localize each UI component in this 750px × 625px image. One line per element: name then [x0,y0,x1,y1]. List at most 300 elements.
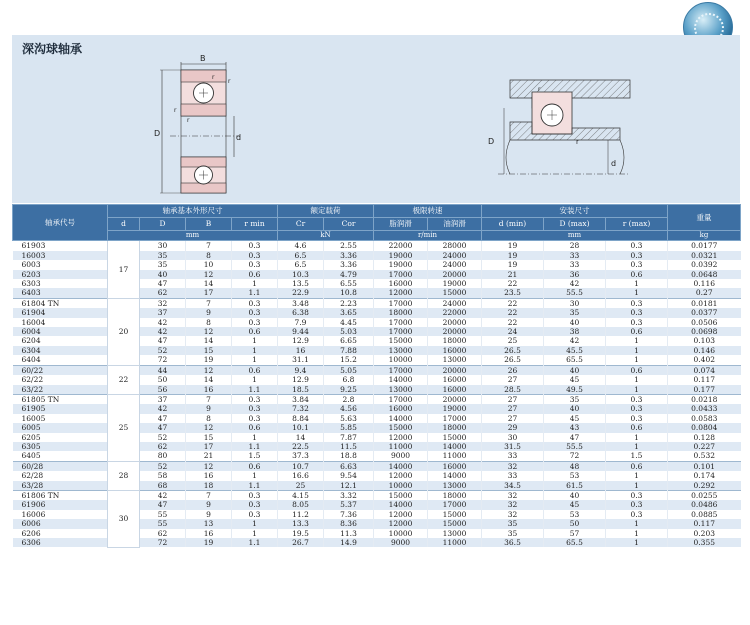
table-cell: 4.79 [324,270,374,279]
table-cell: 22 [482,308,544,317]
bearing-code-cell: 6205 [13,433,108,442]
table-cell: 13000 [374,385,428,395]
table-cell: 35 [140,251,186,260]
table-cell: 12 [186,461,232,471]
table-cell: 19.5 [278,529,324,538]
table-cell: 0.128 [668,433,741,442]
table-cell: 0.3 [606,251,668,260]
table-cell: 7.88 [324,346,374,355]
table-cell: 19 [186,538,232,547]
table-cell: 37 [140,308,186,317]
table-cell: 0.6 [232,423,278,432]
table-cell: 10.7 [278,461,324,471]
table-cell: 12000 [374,288,428,298]
bore-d-cell: 30 [108,490,140,547]
r-mid-label: r [187,117,190,124]
table-cell: 55.5 [544,288,606,298]
table-cell: 0.355 [668,538,741,547]
table-cell: 19 [186,355,232,365]
table-cell: 10.1 [278,423,324,432]
table-cell: 0.0433 [668,404,741,413]
col-D-header: D [140,218,186,231]
table-cell: 16000 [428,461,482,471]
table-cell: 42 [140,327,186,336]
table-cell: 10000 [374,355,428,365]
table-cell: 62 [140,288,186,298]
table-cell: 18000 [374,308,428,317]
table-cell: 11000 [374,442,428,451]
table-cell: 45 [544,500,606,509]
table-cell: 1 [606,442,668,451]
table-cell: 15 [186,433,232,442]
table-cell: 0.402 [668,355,741,365]
table-cell: 7.9 [278,318,324,327]
table-cell: 30 [544,298,606,308]
table-cell: 13.5 [278,279,324,288]
table-cell: 62 [140,529,186,538]
table-cell: 13000 [428,529,482,538]
table-cell: 7 [186,298,232,308]
table-cell: 0.0804 [668,423,741,432]
table-cell: 0.174 [668,471,741,480]
table-cell: 0.117 [668,375,741,384]
table-cell: 47 [140,336,186,345]
dim-D-label: D [154,129,161,138]
table-cell: 20000 [428,270,482,279]
table-cell: 1 [606,481,668,491]
col-B-header: B [186,218,232,231]
table-cell: 12 [186,423,232,432]
table-cell: 53 [544,510,606,519]
table-cell: 0.6 [232,327,278,336]
table-cell: 6.38 [278,308,324,317]
table-cell: 53 [544,471,606,480]
table-cell: 25 [278,481,324,491]
table-cell: 22 [482,318,544,327]
table-cell: 1 [232,355,278,365]
bearing-code-cell: 6403 [13,288,108,298]
bore-d-cell: 25 [108,394,140,461]
table-cell: 32 [140,298,186,308]
table-cell: 0.0377 [668,308,741,317]
table-cell: 45.5 [544,346,606,355]
table-cell: 0.3 [606,298,668,308]
bearing-code-cell: 62/22 [13,375,108,384]
table-cell: 45 [544,375,606,384]
table-cell: 27 [482,375,544,384]
table-row [13,298,741,308]
table-cell: 1 [606,355,668,365]
table-cell: 10000 [374,529,428,538]
table-cell: 1 [232,375,278,384]
table-cell: 9 [186,510,232,519]
table-cell: 17000 [374,318,428,327]
table-cell: 12.1 [324,481,374,491]
table-cell: 42 [544,336,606,345]
table-cell: 0.0506 [668,318,741,327]
col-Da-header: D (max) [544,218,606,231]
table-cell: 18.8 [324,451,374,461]
table-cell: 14 [186,279,232,288]
bearing-code-cell: 6204 [13,336,108,345]
table-cell: 19 [482,251,544,260]
spec-table-body [13,241,741,548]
table-cell: 42 [140,490,186,500]
table-cell: 13.3 [278,519,324,528]
col-Cr-header: Cr [278,218,324,231]
table-cell: 44 [140,365,186,375]
table-cell: 6.5 [278,260,324,269]
table-cell: 50 [140,375,186,384]
table-cell: 28000 [428,241,482,251]
table-cell: 0.101 [668,461,741,471]
table-cell: 18000 [428,336,482,345]
table-cell: 0.3 [232,404,278,413]
table-cell: 9000 [374,451,428,461]
dims-group-header: 轴承基本外形尺寸 [108,205,278,218]
table-cell: 0.0648 [668,270,741,279]
table-cell: 0.3 [606,510,668,519]
table-cell: 65.5 [544,538,606,547]
table-cell: 19000 [428,279,482,288]
table-cell: 0.177 [668,385,741,395]
r-inner-label: r [174,107,177,114]
table-cell: 14 [186,375,232,384]
table-cell: 8 [186,318,232,327]
table-cell: 12000 [374,433,428,442]
table-cell: 26.7 [278,538,324,547]
bearing-code-cell: 6303 [13,279,108,288]
table-cell: 47 [140,414,186,423]
table-cell: 1.1 [232,442,278,451]
table-cell: 58 [140,471,186,480]
table-cell: 1 [606,529,668,538]
table-cell: 2.23 [324,298,374,308]
bearing-code-cell: 16003 [13,251,108,260]
col-d-header: d [108,218,140,231]
table-cell: 14 [278,433,324,442]
table-cell: 35 [482,519,544,528]
table-cell: 16 [186,471,232,480]
weight-header: 重量 [668,205,741,231]
r-top-label: r [212,74,215,81]
table-cell: 15000 [428,519,482,528]
table-cell: 14000 [428,442,482,451]
table-cell: 11000 [428,451,482,461]
bore-d-cell: 22 [108,365,140,394]
r-right-label: r [228,78,231,85]
bearing-code-cell: 63/28 [13,481,108,491]
bearing-code-cell: 6405 [13,451,108,461]
table-cell: 0.146 [668,346,741,355]
table-cell: 42 [140,318,186,327]
table-cell: 6.65 [324,336,374,345]
table-cell: 9.4 [278,365,324,375]
ra-bottom-label: r [576,138,579,146]
table-cell: 17000 [374,270,428,279]
table-cell: 26.5 [482,355,544,365]
table-cell: 1 [606,538,668,547]
table-cell: 0.3 [232,298,278,308]
table-cell: 26.5 [482,346,544,355]
Da-label: D [488,137,495,146]
bearing-code-cell: 61804 TN [13,298,108,308]
table-cell: 2.8 [324,394,374,404]
table-cell: 15000 [374,490,428,500]
table-cell: 0.0321 [668,251,741,260]
table-cell: 6.55 [324,279,374,288]
col-oil-header: 油润滑 [428,218,482,231]
table-cell: 1.1 [232,481,278,491]
table-cell: 0.6 [606,461,668,471]
bearing-code-cell: 61805 TN [13,394,108,404]
table-cell: 13000 [428,355,482,365]
bore-d-cell: 28 [108,461,140,490]
table-cell: 40 [544,404,606,413]
bearing-code-cell: 16006 [13,510,108,519]
table-cell: 10.3 [278,270,324,279]
table-cell: 12 [186,327,232,336]
bearing-code-cell: 61806 TN [13,490,108,500]
table-cell: 3.36 [324,260,374,269]
table-cell: 1 [606,279,668,288]
bearing-code-cell: 6304 [13,346,108,355]
table-cell: 20000 [428,327,482,336]
table-cell: 9 [186,404,232,413]
table-cell: 24000 [428,260,482,269]
bearing-code-cell: 63/22 [13,385,108,395]
table-cell: 0.0885 [668,510,741,519]
table-cell: 14000 [374,500,428,509]
table-cell: 0.6 [606,270,668,279]
table-cell: 5.85 [324,423,374,432]
bearing-code-cell: 6004 [13,327,108,336]
table-cell: 18 [186,481,232,491]
table-cell: 1 [232,433,278,442]
table-cell: 0.3 [232,241,278,251]
table-cell: 1 [606,433,668,442]
bearing-code-cell: 6305 [13,442,108,451]
table-cell: 0.6 [606,327,668,336]
table-cell: 50 [544,519,606,528]
table-cell: 24000 [428,298,482,308]
bearing-code-cell: 61903 [13,241,108,251]
table-cell: 16 [186,529,232,538]
table-cell: 72 [140,355,186,365]
table-cell: 24 [482,327,544,336]
table-cell: 6.63 [324,461,374,471]
table-cell: 14000 [374,414,428,423]
table-cell: 17 [186,288,232,298]
table-cell: 12 [186,365,232,375]
table-cell: 0.0177 [668,241,741,251]
table-cell: 72 [140,538,186,547]
da-label: d [611,159,617,168]
table-row [13,365,741,375]
table-cell: 55 [140,519,186,528]
table-cell: 0.3 [606,490,668,500]
table-cell: 18000 [428,490,482,500]
table-cell: 16000 [428,375,482,384]
table-cell: 0.3 [606,318,668,327]
table-cell: 1 [232,346,278,355]
table-cell: 1 [606,375,668,384]
table-cell: 52 [140,433,186,442]
table-cell: 10 [186,260,232,269]
table-cell: 2.55 [324,241,374,251]
table-cell: 20000 [428,394,482,404]
table-cell: 8 [186,251,232,260]
bore-d-cell: 20 [108,298,140,365]
bore-d-cell: 17 [108,241,140,298]
table-row [13,461,741,471]
bearing-code-cell: 6203 [13,270,108,279]
table-cell: 0.3 [232,510,278,519]
table-cell: 22 [482,279,544,288]
table-cell: 32 [482,461,544,471]
table-cell: 12.9 [278,336,324,345]
table-cell: 15000 [428,433,482,442]
table-cell: 12000 [374,471,428,480]
table-cell: 38 [544,327,606,336]
table-cell: 1 [606,471,668,480]
table-cell: 35 [482,529,544,538]
table-cell: 21 [482,270,544,279]
table-cell: 0.074 [668,365,741,375]
table-cell: 43 [544,423,606,432]
table-cell: 11.3 [324,529,374,538]
table-cell: 22000 [374,241,428,251]
table-cell: 4.45 [324,318,374,327]
table-cell: 1.5 [606,451,668,461]
table-cell: 4.15 [278,490,324,500]
table-cell: 15 [186,346,232,355]
table-cell: 21 [186,451,232,461]
unit-rpm: r/min [374,231,482,241]
table-cell: 1 [232,279,278,288]
table-row [13,241,741,251]
table-cell: 5.05 [324,365,374,375]
table-cell: 27 [482,394,544,404]
table-cell: 30 [482,433,544,442]
table-cell: 40 [544,365,606,375]
table-cell: 3.84 [278,394,324,404]
table-cell: 52 [140,461,186,471]
table-cell: 61.5 [544,481,606,491]
table-cell: 36 [544,270,606,279]
table-cell: 10000 [374,481,428,491]
table-cell: 17 [186,442,232,451]
table-cell: 47 [140,500,186,509]
bearing-code-cell: 61904 [13,308,108,317]
table-cell: 28 [544,241,606,251]
bearing-code-cell: 6306 [13,538,108,547]
table-cell: 0.3 [606,308,668,317]
table-cell: 0.3 [232,490,278,500]
table-cell: 40 [140,270,186,279]
table-cell: 47 [140,279,186,288]
table-cell: 8.05 [278,500,324,509]
table-cell: 14 [186,336,232,345]
bearing-code-cell: 61906 [13,500,108,509]
table-cell: 6.5 [278,251,324,260]
table-cell: 12 [186,270,232,279]
table-cell: 1 [606,336,668,345]
table-cell: 55 [140,510,186,519]
table-cell: 20000 [428,318,482,327]
table-row [13,490,741,500]
table-cell: 22.9 [278,288,324,298]
table-cell: 7.36 [324,510,374,519]
table-cell: 37 [140,394,186,404]
table-cell: 0.117 [668,519,741,528]
table-cell: 1 [606,288,668,298]
table-cell: 0.3 [232,318,278,327]
table-cell: 8.36 [324,519,374,528]
table-cell: 48 [544,461,606,471]
table-cell: 4.6 [278,241,324,251]
table-cell: 22 [482,298,544,308]
dim-B-label: B [200,54,206,63]
table-cell: 1.5 [232,451,278,461]
table-cell: 0.6 [232,270,278,279]
table-cell: 7.32 [278,404,324,413]
table-cell: 0.3 [606,394,668,404]
table-cell: 0.227 [668,442,741,451]
table-cell: 9.54 [324,471,374,480]
table-cell: 40 [544,490,606,500]
table-cell: 47 [140,423,186,432]
table-cell: 31.1 [278,355,324,365]
table-cell: 0.103 [668,336,741,345]
table-cell: 9 [186,308,232,317]
table-cell: 26 [482,365,544,375]
table-cell: 4.56 [324,404,374,413]
table-cell: 30 [140,241,186,251]
col-Cor-header: Cor [324,218,374,231]
table-cell: 52 [140,346,186,355]
load-group-header: 额定载荷 [278,205,374,218]
speed-group-header: 极限转速 [374,205,482,218]
table-cell: 15000 [428,288,482,298]
table-cell: 0.6 [232,461,278,471]
table-cell: 19 [482,241,544,251]
table-cell: 1 [232,336,278,345]
table-cell: 19 [482,260,544,269]
col-da-header: d (min) [482,218,544,231]
mounting-diagram [480,78,640,188]
bearing-spec-table [12,204,741,548]
table-cell: 0.3 [606,500,668,509]
table-cell: 0.3 [606,414,668,423]
table-cell: 17000 [428,414,482,423]
table-cell: 1 [606,385,668,395]
table-cell: 1 [232,471,278,480]
table-cell: 1.1 [232,385,278,395]
table-cell: 36.5 [482,538,544,547]
table-cell: 35 [544,394,606,404]
col-rs-header: r min [232,218,278,231]
table-cell: 42 [140,404,186,413]
bearing-code-cell: 61905 [13,404,108,413]
table-cell: 17000 [374,394,428,404]
table-cell: 0.3 [232,414,278,423]
table-cell: 0.0392 [668,260,741,269]
table-cell: 19000 [374,251,428,260]
table-cell: 0.0486 [668,500,741,509]
bearing-code-cell: 6206 [13,529,108,538]
bearing-code-cell: 6404 [13,355,108,365]
